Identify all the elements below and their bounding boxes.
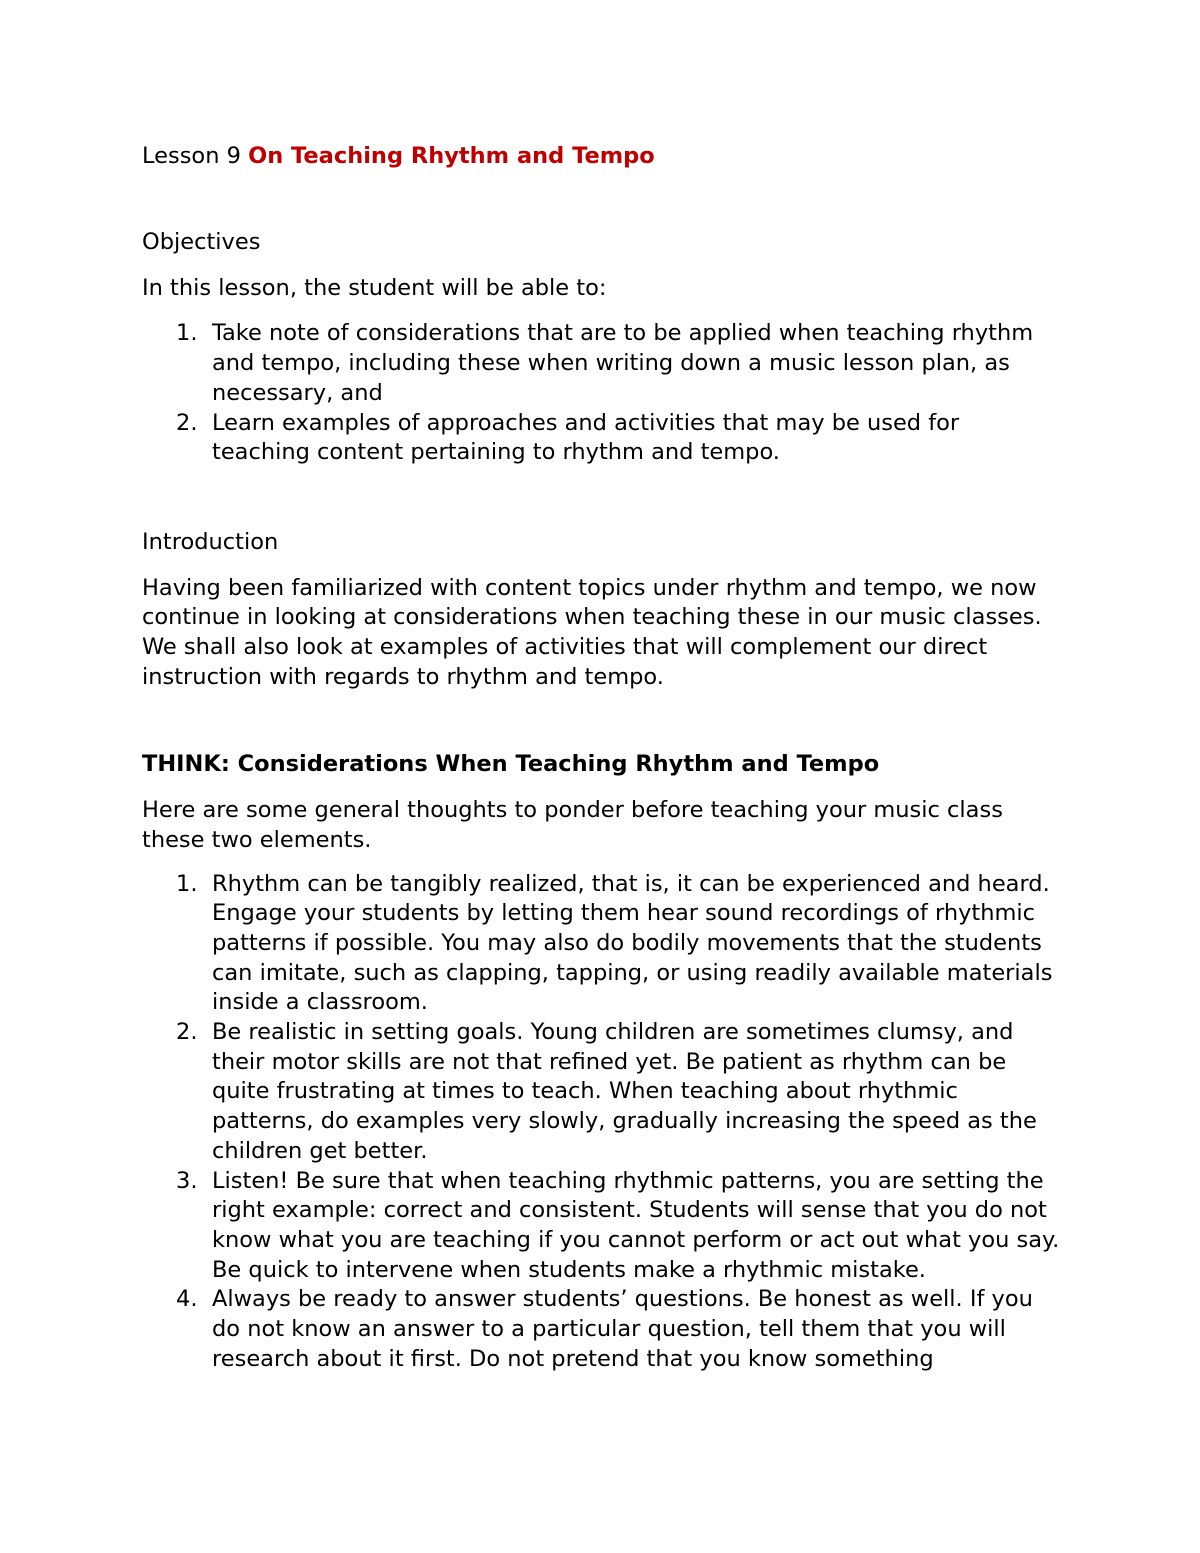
list-item [142,409,1062,468]
lesson-title-line [142,138,1062,174]
list-item [142,1167,1062,1286]
list-item-text: Always be ready to answer students’ questions. Be honest as well. If you do not know an answer to a particular question, tell them that you will research about it first. Do not pretend that you know something [212,1286,1033,1372]
introduction-body: Having been familiarized with content topics under rhythm and tempo, we now continue in looking at considerations when teaching these in our music classes. We shall also look at examples of activities that will complement our direct instruction with regards to rhythm and tempo. [142,574,1042,690]
list-item-number: 1. [176,320,198,347]
list-item [142,1285,1062,1374]
think-list [142,870,1062,1375]
list-item-text: Listen! Be sure that when teaching rhythmic patterns, you are setting the right example: correct and consistent. Students will sense that you do not know what you are teaching if you cannot perform or act out what you say. Be quick to intervene when students make a rhythmic mistake. [212,1167,1060,1283]
objectives-intro: In this lesson, the student will be able to: [142,274,607,301]
think-heading: THINK: Considerations When Teaching Rhythm and Tempo [142,751,880,778]
lesson-label: Lesson 9 [142,143,241,169]
list-item-text: Rhythm can be tangibly realized, that is, it can be experienced and heard. Engage your students by letting them hear sound recordings of rhythmic patterns if possible. You may also do bodily movements that the students can imitate, such as clapping, tapping, or using readily available materials inside a classroom. [212,870,1053,1016]
list-item [142,1018,1062,1167]
list-item-number: 4. [176,1286,198,1313]
list-item-number: 1. [176,870,198,897]
list-item-text: Take note of considerations that are to be applied when teaching rhythm and tempo, including these when writing down a music lesson plan, as necessary, and [212,320,1034,406]
objectives-list [142,319,1062,468]
list-item [142,870,1062,1019]
introduction-heading: Introduction [142,528,279,555]
list-item-number: 3. [176,1167,198,1194]
document-page [142,138,1062,1375]
list-item-number: 2. [176,409,198,436]
list-item-text: Learn examples of approaches and activities that may be used for teaching content pertaining to rhythm and tempo. [212,409,960,466]
objectives-heading: Objectives [142,229,261,255]
lesson-title: On Teaching Rhythm and Tempo [248,143,655,169]
think-intro: Here are some general thoughts to ponder before teaching your music class these two elements. [142,797,1003,853]
list-item-text: Be realistic in setting goals. Young children are sometimes clumsy, and their motor skills are not that refined yet. Be patient as rhythm can be quite frustrating at times to teach. When teaching about rhythmic patterns, do examples very slowly, gradually increasing the speed as the children get better. [212,1019,1037,1164]
list-item [142,319,1062,408]
list-item-number: 2. [176,1019,198,1046]
